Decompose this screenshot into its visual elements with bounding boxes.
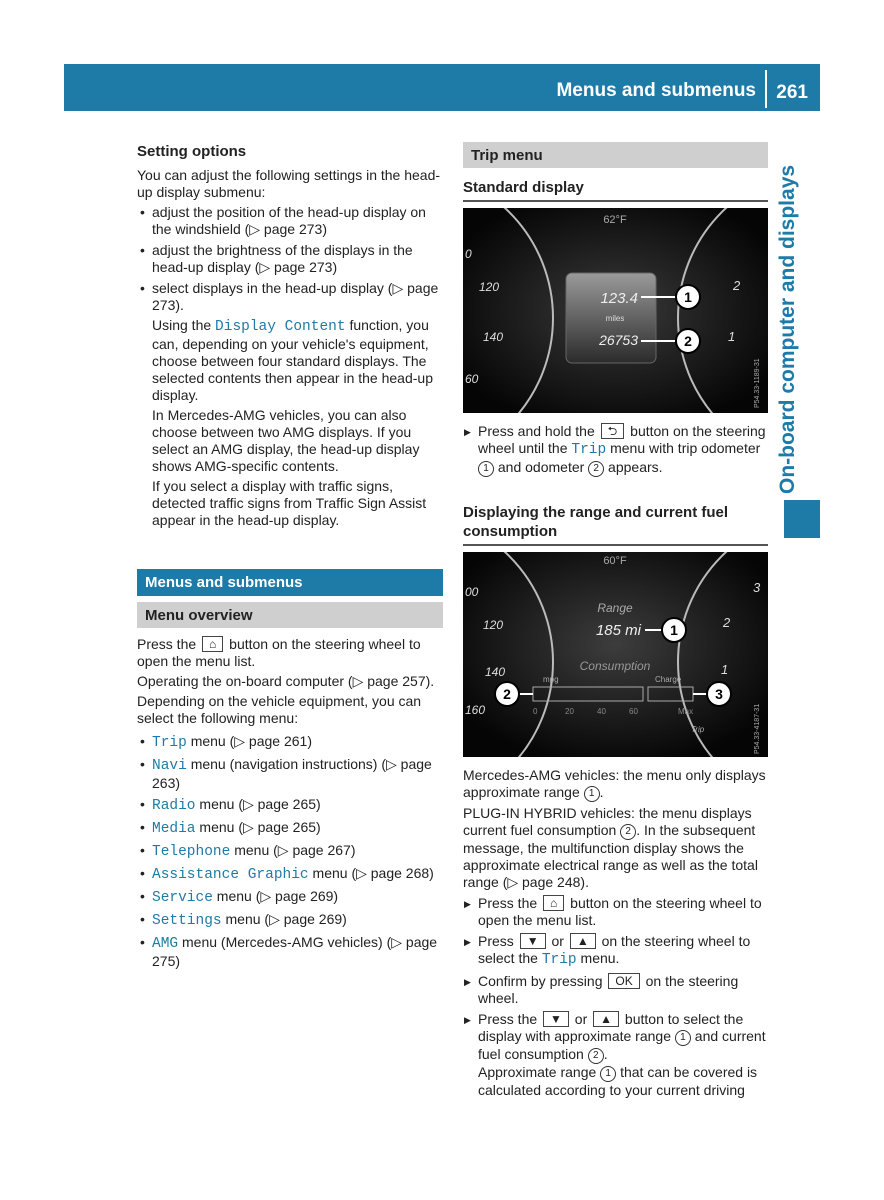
plugin-para: PLUG-IN HYBRID vehicles: the menu displays current fuel consumption 2 . In the subsequent message, the multifunction display shows the approximate electrical range as well as the total range (▷ page 248). xyxy=(463,805,758,890)
list-item: • adjust the brightness of the displays in the head-up display (▷ page 273) xyxy=(137,242,443,276)
svg-text:Charge: Charge xyxy=(655,675,682,684)
svg-text:0: 0 xyxy=(533,707,538,716)
range-display-image xyxy=(463,552,768,757)
list-item: ▶ Press ▼ or ▲ on the steering wheel to select the Trip menu. xyxy=(463,933,768,969)
svg-text:00: 00 xyxy=(465,585,479,599)
depending-para: Depending on the vehicle equipment, you can select the following menu: xyxy=(137,693,422,726)
left-column xyxy=(137,142,443,974)
svg-text:26753: 26753 xyxy=(599,332,638,348)
setting-options-heading: Setting options xyxy=(137,143,247,160)
side-tab-label: On-board computer and displays xyxy=(776,164,799,494)
svg-text:60: 60 xyxy=(465,372,479,386)
svg-text:120: 120 xyxy=(479,280,500,294)
standard-display-heading: Standard display xyxy=(463,178,768,202)
svg-text:1: 1 xyxy=(670,622,678,638)
svg-text:Max: Max xyxy=(678,707,694,716)
svg-text:2: 2 xyxy=(684,333,692,349)
svg-text:Range: Range xyxy=(597,601,633,615)
list-item: ▶ Press the ⌂ button on the steering wheel to open the menu list. xyxy=(463,895,768,929)
cluster-illustration-2 xyxy=(463,552,768,757)
svg-text:3: 3 xyxy=(753,580,761,595)
svg-text:P54.33-4187-31: P54.33-4187-31 xyxy=(754,703,761,754)
amg-range-para: Mercedes-AMG vehicles: the menu only displays approximate range 1 . xyxy=(463,767,766,800)
operating-para: Operating the on-board computer (▷ page 257). xyxy=(137,673,435,689)
home-icon: ⌂ xyxy=(202,636,223,652)
page-number: 261 xyxy=(776,82,808,103)
setting-options-list xyxy=(137,204,443,529)
down-arrow-icon: ▼ xyxy=(520,933,546,949)
svg-text:20: 20 xyxy=(565,707,574,716)
list-item: • Navi menu (navigation instructions) (▷ page 263) xyxy=(137,756,443,792)
list-item: • Service menu (▷ page 269) xyxy=(137,888,443,907)
list-item: • Trip menu (▷ page 261) xyxy=(137,733,443,752)
range-steps xyxy=(463,895,768,1099)
press-home-para: Press the ⌂ button on the steering wheel to open the menu list. xyxy=(137,636,421,669)
amg-para: In Mercedes-AMG vehicles, you can also choose between two AMG displays. If you select an AMG display, the head-up display shows AMG-specific contents. xyxy=(152,407,420,474)
right-column xyxy=(463,142,768,1103)
display-content-term: Display Content xyxy=(215,319,346,335)
svg-text:140: 140 xyxy=(483,330,504,344)
back-icon: ⮌ xyxy=(601,423,625,439)
ok-key: OK xyxy=(608,973,639,989)
standard-display-image xyxy=(463,208,768,413)
svg-text:160: 160 xyxy=(465,703,486,717)
svg-text:123.4: 123.4 xyxy=(600,290,638,307)
down-arrow-icon: ▼ xyxy=(543,1011,569,1027)
svg-text:60°F: 60°F xyxy=(603,555,627,567)
side-tab-marker xyxy=(784,500,820,538)
header-divider xyxy=(765,70,767,108)
subsection-title: Menu overview xyxy=(137,602,443,628)
header-bar xyxy=(64,64,820,111)
svg-text:120: 120 xyxy=(483,618,504,632)
list-item: • Telephone menu (▷ page 267) xyxy=(137,842,443,861)
up-arrow-icon: ▲ xyxy=(570,933,596,949)
list-item: ▶ Press the ▼ or ▲ button to select the display with approximate range 1 and current fuel consumption 2 . Approximate range 1 that can be covered is calculated according to your current driving xyxy=(463,1011,768,1099)
setting-options-intro: You can adjust the following settings in the head-up display submenu: xyxy=(137,167,441,200)
home-icon: ⌂ xyxy=(543,895,564,911)
cluster-illustration-1 xyxy=(463,208,768,413)
svg-text:185 mi: 185 mi xyxy=(595,622,641,639)
list-item: • Radio menu (▷ page 265) xyxy=(137,796,443,815)
section-title: Menus and submenus xyxy=(137,569,443,596)
list-item: ▶ Confirm by pressing OK on the steering wheel. xyxy=(463,973,768,1007)
list-item: • Assistance Graphic menu (▷ page 268) xyxy=(137,865,443,884)
svg-text:62°F: 62°F xyxy=(603,214,627,226)
header-title: Menus and submenus xyxy=(556,80,756,101)
svg-text:1: 1 xyxy=(728,329,736,344)
svg-text:2: 2 xyxy=(733,278,741,293)
list-item: • Media menu (▷ page 265) xyxy=(137,819,443,838)
trip-steps xyxy=(463,423,768,477)
svg-text:Trip: Trip xyxy=(691,725,705,734)
list-item: • Settings menu (▷ page 269) xyxy=(137,911,443,930)
list-item: ▶ Press and hold the ⮌ button on the steering wheel until the Trip menu with trip odometer 1 and odometer 2 appears. xyxy=(463,423,768,477)
menu-list xyxy=(137,733,443,970)
svg-text:P54.33-1189-31: P54.33-1189-31 xyxy=(754,358,761,408)
svg-text:2: 2 xyxy=(503,686,511,702)
svg-text:3: 3 xyxy=(715,686,723,702)
svg-text:Consumption: Consumption xyxy=(579,659,651,673)
display-content-para: Using the Display Content function, you can, depending on your vehicle's equipment, choose between four standard displays. The selected contents then appear in the head-up display. xyxy=(152,317,433,403)
svg-text:1: 1 xyxy=(721,662,729,677)
list-item: • adjust the position of the head-up display on the windshield (▷ page 273) xyxy=(137,204,443,238)
svg-text:miles: miles xyxy=(605,314,625,323)
side-tab xyxy=(770,145,820,500)
range-heading: Displaying the range and current fuel consumption xyxy=(463,503,768,546)
svg-text:1: 1 xyxy=(684,289,692,305)
trip-menu-title: Trip menu xyxy=(463,142,768,168)
list-item: • AMG menu (Mercedes-AMG vehicles) (▷ page 275) xyxy=(137,934,443,970)
svg-text:0: 0 xyxy=(465,247,472,261)
svg-text:60: 60 xyxy=(629,707,638,716)
svg-text:mpg: mpg xyxy=(543,675,559,684)
up-arrow-icon: ▲ xyxy=(593,1011,619,1027)
svg-text:40: 40 xyxy=(597,707,606,716)
traffic-para: If you select a display with traffic signs, detected traffic signs from Traffic Sign Assist appear in the head-up display. xyxy=(152,478,427,528)
svg-text:140: 140 xyxy=(485,665,506,679)
svg-text:2: 2 xyxy=(723,615,731,630)
list-item: • select displays in the head-up display (▷ page 273). Using the Display Content function, you can, depending on your vehicle's equipment, choose between four standard displays. The selected contents then appear in the head-up display. In Mercedes-AMG vehicles, you can also choose between two AMG displays. If you select an AMG display, the head-up display shows AMG-specific contents. If you select a display with traffic signs, detected traffic signs from Traffic Sign Assist appear in the head-up display. xyxy=(137,280,443,529)
